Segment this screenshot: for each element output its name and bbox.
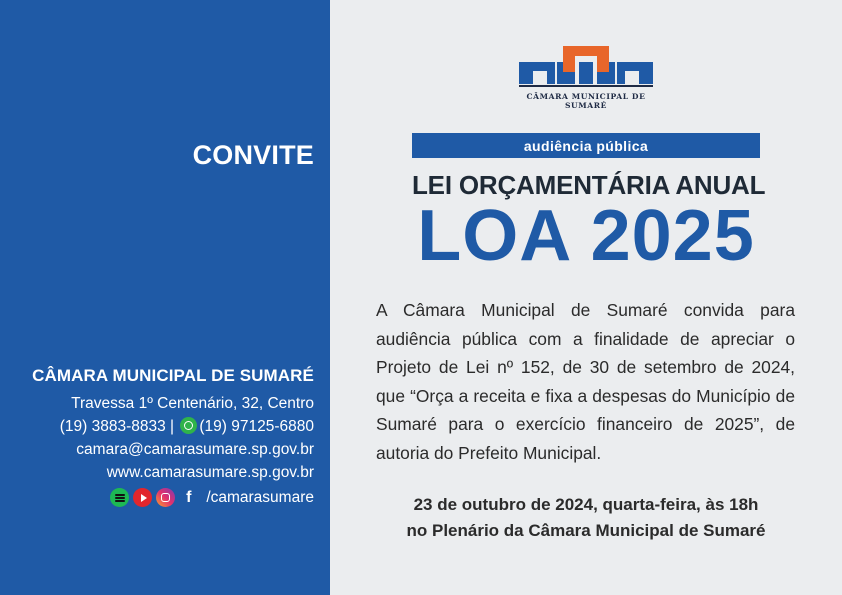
right-panel — [330, 0, 842, 595]
youtube-icon — [133, 488, 152, 507]
page-title: LOA 2025 — [417, 196, 755, 276]
contact-phones — [32, 415, 314, 438]
left-panel — [0, 0, 330, 595]
audiencia-publica-band: audiência pública — [412, 133, 760, 158]
contact-whatsapp: (19) 97125-6880 — [199, 418, 314, 435]
contact-block — [32, 366, 314, 509]
whatsapp-icon — [180, 417, 197, 434]
social-handle: /camarasumare — [206, 489, 314, 506]
event-details — [370, 492, 802, 544]
facebook-icon: f — [179, 488, 198, 507]
camara-logo — [506, 44, 666, 110]
contact-website: www.camarasumare.sp.gov.br — [106, 464, 314, 481]
event-date: 23 de outubro de 2024, quarta-feira, às 18h — [413, 495, 759, 514]
instagram-icon — [156, 488, 175, 507]
contact-address: Travessa 1º Centenário, 32, Centro — [71, 395, 314, 412]
social-row — [32, 486, 314, 509]
invitation-text: A Câmara Municipal de Sumaré convida para audiência pública com a finalidade de apreciar o Projeto de Lei nº 152, de 30 de setembro de 2024, que “Orça a receita e fixa a despesas do Município de Sumaré para o exercício financeiro de 2025”, de autoria do Prefeito Municipal. — [376, 300, 795, 463]
contact-email: camara@camarasumare.sp.gov.br — [76, 441, 314, 458]
convite-heading: CONVITE — [192, 140, 314, 170]
contact-phone: (19) 3883-8833 | — [59, 418, 175, 435]
subtitle: LEI ORÇAMENTÁRIA ANUAL — [412, 170, 766, 200]
event-location: no Plenário da Câmara Municipal de Sumaré — [406, 521, 766, 540]
camara-building-logo-icon — [517, 44, 655, 90]
contact-org-name: CÂMARA MUNICIPAL DE SUMARÉ — [32, 366, 314, 385]
spotify-icon — [110, 488, 129, 507]
logo-name: CÂMARA MUNICIPAL DE SUMARÉ — [526, 92, 646, 110]
